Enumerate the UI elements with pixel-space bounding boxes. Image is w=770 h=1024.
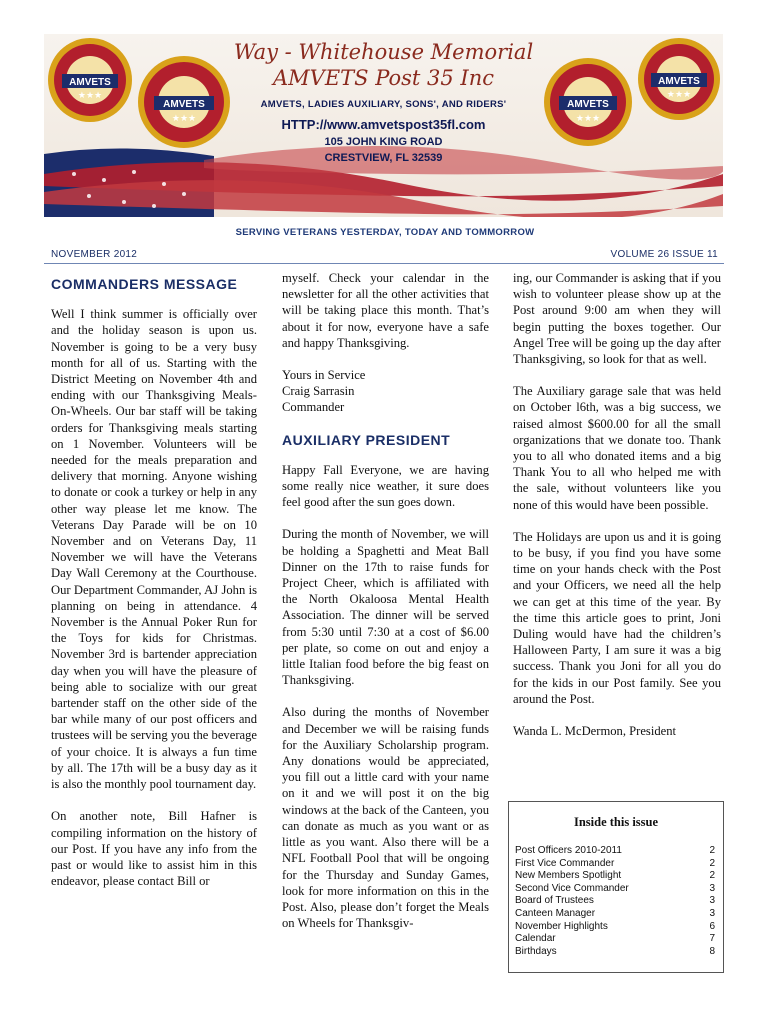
svg-text:AMVETS: AMVETS xyxy=(658,76,700,87)
auxiliary-paragraph-4: ing, our Commander is asking that if you wish to volunteer please show up at the Post around 9:00 am when they will begin putting the boxes together. Our Angel Tree will be going up the day after Thanksgiving, so look for that as well. xyxy=(513,271,721,367)
svg-text:AMVETS: AMVETS xyxy=(163,99,205,110)
inside-item-page: 3 xyxy=(709,882,715,894)
inside-item[interactable] xyxy=(515,883,715,896)
column-1 xyxy=(51,270,257,905)
svg-text:★★★: ★★★ xyxy=(575,114,601,124)
issue-date: NOVEMBER 2012 xyxy=(51,249,138,260)
commanders-message-heading: COMMANDERS MESSAGE xyxy=(51,276,238,292)
signature-line-3: Commander xyxy=(282,400,345,415)
banner-title-line2: AMVETS Post 35 Inc xyxy=(272,66,495,90)
auxiliary-signature: Wanda L. McDermon, President xyxy=(513,724,677,739)
address-line2: CRESTVIEW, FL 32539 xyxy=(324,152,443,164)
column-3 xyxy=(513,270,721,755)
auxiliary-paragraph-5: The Auxiliary garage sale that was held on October l6th, was a big success, we raised almost $600.00 for all the small organizations that we donate too. Thank you to all who donated items and a big Thank You to all who helped me with the sale, without volunteers like you none of this would have been possible. xyxy=(513,384,721,512)
inside-item[interactable] xyxy=(515,908,715,921)
inside-item-label: Calendar xyxy=(515,933,556,945)
inside-item[interactable] xyxy=(515,921,715,934)
inside-item-page: 7 xyxy=(709,933,715,945)
tagline: SERVING VETERANS YESTERDAY, TODAY AND TOMMORROW xyxy=(235,227,535,238)
auxiliary-paragraph-2: During the month of November, we will be holding a Spaghetti and Meat Ball Dinner on the 17th to raise funds for Project Cheer, which is affiliated with the North Okaloosa Mental Health Association. The dinner will be served from 5:30 until 7:30 at a cost of $6.00 per plate, so come on out and enjoy a little Italian food before the big feast on Thanksgiving. xyxy=(282,527,489,688)
inside-item[interactable] xyxy=(515,933,715,946)
inside-item[interactable] xyxy=(515,895,715,908)
signature-line-2: Craig Sarrasin xyxy=(282,384,355,399)
commanders-message-continued: myself. Check your calendar in the newsletter for all the other activities that will be taking place this month. That’s about it for now, everyone have a safe and happy Thanksgiving. xyxy=(282,271,489,350)
svg-text:★★★: ★★★ xyxy=(171,114,197,124)
inside-item-page: 6 xyxy=(709,920,715,932)
inside-item-label: Canteen Manager xyxy=(515,907,596,919)
inside-item-label: First Vice Commander xyxy=(515,857,615,869)
issue-volume: VOLUME 26 ISSUE 11 xyxy=(610,249,718,260)
inside-item-page: 2 xyxy=(709,845,715,856)
svg-text:★★★: ★★★ xyxy=(666,90,692,100)
svg-text:★★★: ★★★ xyxy=(77,91,103,101)
inside-item-label: Board of Trustees xyxy=(515,895,594,907)
signature-line-1: Yours in Service xyxy=(282,368,366,383)
header-divider xyxy=(44,263,724,264)
inside-item-label: New Members Spotlight xyxy=(515,870,622,882)
inside-list xyxy=(515,845,715,958)
inside-title: Inside this issue xyxy=(573,815,659,829)
svg-text:AMVETS: AMVETS xyxy=(69,77,111,88)
commanders-message-paragraph-1: Well I think summer is officially over and the holiday season is upon us. November is going to be a very busy month for all of us. Starting with the District Meeting on November 4th and ending with our Thanksgiving Meals-On-Wheels. Our bar staff will be taking orders for Thanksgiving meals starting on 1 November. Volunteers will be needed for the meals preparation and delivery that morning. Anyone wishing to donate or cook a turkey or help in any other way please let me know. The Veterans Day Parade will be on 10 November and on Veterans Day, 11 November we will have the Veterans Day Wall Ceremony at the Courthouse. Our Department Commander, AJ John is planning on being in attendance. 4 November is the Annual Poker Run for the Toys for kids for Christmas. November 3rd is bartender appreciation day when you will have the pleasure of being able to socialize with our great bartender staff on the other side of the bar while many of our post officers and trustees will be serving you the beverage of your choice. It is always a fun time by all. The 17th will be a busy day as it is also the monthly pool tournament day. xyxy=(51,307,257,792)
inside-item[interactable] xyxy=(515,946,715,959)
auxiliary-president-heading: AUXILIARY PRESIDENT xyxy=(282,431,451,448)
commanders-message-paragraph-2: On another note, Bill Hafner is compiling information on the history of our Post. If you have any info from the past or would like to assist him in this endeavor, please contact Bill or xyxy=(51,809,257,889)
inside-item-page: 2 xyxy=(709,857,715,869)
auxiliary-paragraph-3: Also during the months of November and December we will be raising funds for the Auxiliary Scholarship program. Any donations would be appreciated, you fill out a little card with your name on it and we will post it on the big windows at the back of the Canteen, you can donate as much as you want or as little as you want. Also there will be a NFL Football Pool that will be ongoing for the Thursday and Sunday Games, look for more information on this in the Post. Also, please don’t forget the Meals on Wheels for Thanksgiv- xyxy=(282,705,489,931)
website-link[interactable]: HTTP://www.amvetspost35fl.com xyxy=(281,117,486,132)
inside-item-label: Birthdays xyxy=(515,945,557,957)
inside-item-page: 2 xyxy=(709,870,715,882)
banner-subtitle: AMVETS, LADIES AUXILIARY, SONS', AND RIDERS' xyxy=(260,99,507,110)
inside-item-page: 3 xyxy=(709,907,715,919)
inside-item[interactable] xyxy=(515,870,715,883)
inside-item[interactable] xyxy=(515,858,715,871)
inside-item-page: 8 xyxy=(709,945,715,957)
masthead-banner xyxy=(44,34,723,217)
auxiliary-paragraph-6: The Holidays are upon us and it is going to be busy, if you find you have some time on your hands check with the Post and your Officers, we need all the help we can get at this time of the year. By the time this article goes to print, Joni Duling would have had the children’s Halloween Party, I am sure it was a big success. Thank you Joni for all you do for the kids in our Post family. See you around the Post. xyxy=(513,529,721,706)
svg-text:AMVETS: AMVETS xyxy=(567,99,609,110)
inside-this-issue-box xyxy=(508,801,724,973)
inside-item-page: 3 xyxy=(709,895,715,907)
inside-item-label: Post Officers 2010-2011 xyxy=(515,845,622,856)
inside-item[interactable] xyxy=(515,845,715,858)
inside-item-label: November Highlights xyxy=(515,920,608,932)
banner-title-line1: Way - Whitehouse Memorial xyxy=(233,40,534,64)
address-line1: 105 JOHN KING ROAD xyxy=(324,136,443,148)
inside-item-label: Second Vice Commander xyxy=(515,882,629,894)
column-2 xyxy=(282,270,489,947)
auxiliary-paragraph-1: Happy Fall Everyone, we are having some really nice weather, it sure does feel good after the sun goes down. xyxy=(282,462,489,510)
